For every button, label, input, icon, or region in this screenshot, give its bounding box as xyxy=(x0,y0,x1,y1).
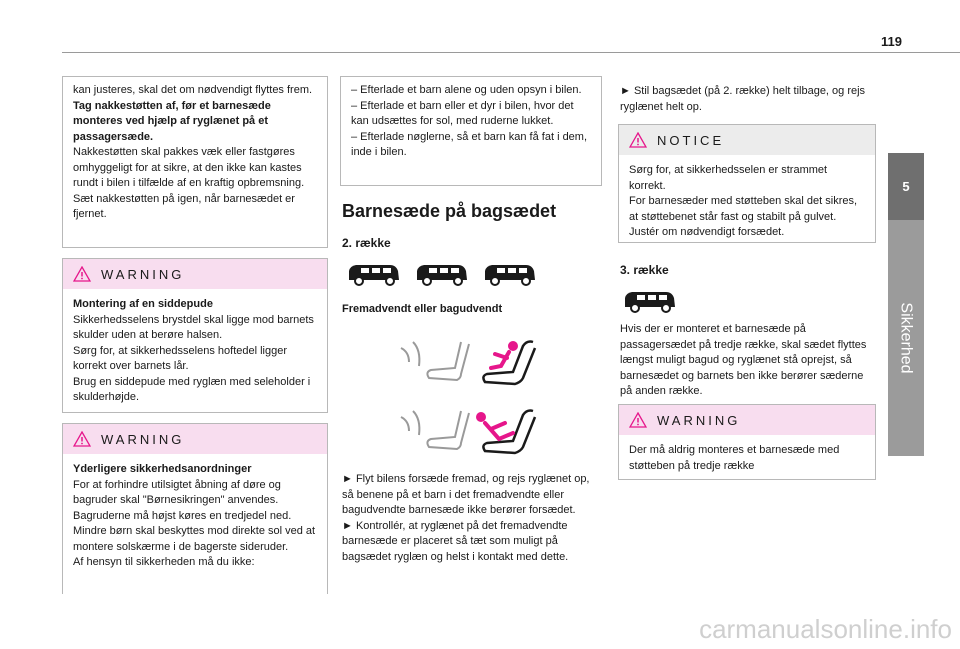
warning-line: For at forhindre utilsigtet åbning af døre og bagruder skal "Børnesikringen" anvendes. xyxy=(73,478,281,506)
forward-facing-seat-illustration xyxy=(395,338,545,388)
warning-title: WARNING xyxy=(101,431,185,447)
list-item: – Efterlade nøglerne, så et barn kan få fat i dem, inde i bilen. xyxy=(351,130,588,158)
warning-line: Af hensyn til sikkerheden må du ikke: xyxy=(73,556,255,568)
warning-triangle-icon xyxy=(629,412,647,428)
warning-line: Sørg for, at sikkerhedsselens hoftedel ligger korrekt over barnets lår. xyxy=(73,344,288,372)
warning-line: Bagruderne må højst køres en tredjedel ned. xyxy=(73,509,292,522)
section-heading: Barnesæde på bagsædet xyxy=(342,201,557,221)
warning-header xyxy=(619,405,875,435)
orientation-label: Fremadvendt eller bagudvendt xyxy=(342,303,503,315)
warning-box-booster xyxy=(62,258,328,413)
warning-box-safety xyxy=(62,423,328,594)
warning-triangle-icon xyxy=(73,266,91,282)
row-2-seat-instruction: ► Stil bagsædet (på 2. række) helt tilbage, og rejs ryglænet helt op. xyxy=(620,85,866,113)
van-row-3-icon xyxy=(622,288,678,314)
warning-subtitle: Yderligere sikkerhedsanordninger xyxy=(73,463,252,475)
row-2-instructions xyxy=(342,472,604,565)
row-2-heading: 2. række xyxy=(342,236,391,250)
warning-header xyxy=(63,259,327,289)
row-3-text: Hvis der er monteret et barnesæde på passagersædet på tredje række, skal sædet flyttes længst muligt bagud og ryglænet stå oprejst, så barnesædet og barnets ben ikke berører sæderne på anden række. xyxy=(620,323,867,397)
van-short-icon xyxy=(346,261,402,287)
warning-line: Brug en siddepude med ryglæn med seleholder i skulderhøjde. xyxy=(73,375,311,403)
notice-triangle-icon xyxy=(629,132,647,148)
van-medium-icon xyxy=(414,261,470,287)
vehicle-variants xyxy=(346,261,538,287)
notice-header xyxy=(619,125,875,155)
van-long-icon xyxy=(482,261,538,287)
headrest-text: Nakkestøtten skal pakkes væk eller fastgøres omhyggeligt for at sikre, at den ikke kan kastes rundt i bilen i tilfælde af en kraftig opbremsning. Sæt nakkestøtten på igen, når barnesædet er fjernet. xyxy=(73,146,305,220)
warning-text: Der må aldrig monteres et barnesæde med støtteben på tredje række xyxy=(629,444,840,472)
section-label: Sikkerhed xyxy=(898,302,915,374)
row-3-heading: 3. række xyxy=(620,263,669,277)
page-number: 119 xyxy=(881,34,902,49)
headrest-bold: Tag nakkestøtten af, før et barnesæde monteres ved hjælp af ryglænet på et passagersæde. xyxy=(73,99,271,143)
section-tab[interactable] xyxy=(888,153,924,456)
watermark[interactable]: carmanualsonline.info xyxy=(699,614,952,644)
instruction-item: ► Kontrollér, at ryglænet på det fremadvendte barnesæde er placeret så tæt som muligt på bagsædet ryglæn og helst i kontakt med dette. xyxy=(342,519,569,563)
warning-line: Mindre børn skal beskyttes mod direkte sol ved at montere solskærme i de bagerste sideruder. xyxy=(73,525,316,553)
list-item: – Efterlade et barn eller et dyr i bilen, hvor det kan udsættes for sol, med ruderne lukket. xyxy=(351,99,574,127)
instruction-item: ► Flyt bilens forsæde fremad, og rejs ryglænet op, så benene på et barn i det fremadvendte eller bagudvendte barnesæde ikke berører forsædet. xyxy=(342,473,590,516)
headrest-intro: kan justeres, skal det om nødvendigt flyttes frem. xyxy=(73,84,313,96)
notice-title: NOTICE xyxy=(657,132,725,148)
warning-subtitle: Montering af en siddepude xyxy=(73,298,213,310)
headrest-info-box xyxy=(62,76,328,248)
notice-line: Sørg for, at sikkerhedsselen er strammet korrekt. xyxy=(629,164,828,192)
notice-line: For barnesæder med støtteben skal det sikres, at støttebenet står fast og stabilt på gulvet. Justér om nødvendigt forsædet. xyxy=(629,195,858,238)
section-number: 5 xyxy=(888,153,924,220)
warning-header xyxy=(63,424,327,454)
warning-box-row-3 xyxy=(618,404,876,480)
warning-line: Sikkerhedsselens brystdel skal ligge mod barnets skulder uden at berøre halsen. xyxy=(73,313,314,341)
rear-facing-seat-illustration xyxy=(395,405,545,457)
warning-title: WARNING xyxy=(657,412,741,428)
do-not-list-box xyxy=(340,76,602,186)
header-rule xyxy=(62,52,960,53)
warning-triangle-icon xyxy=(73,431,91,447)
list-item: – Efterlade et barn alene og uden opsyn i bilen. xyxy=(351,84,582,96)
notice-box xyxy=(618,124,876,243)
warning-title: WARNING xyxy=(101,266,185,282)
